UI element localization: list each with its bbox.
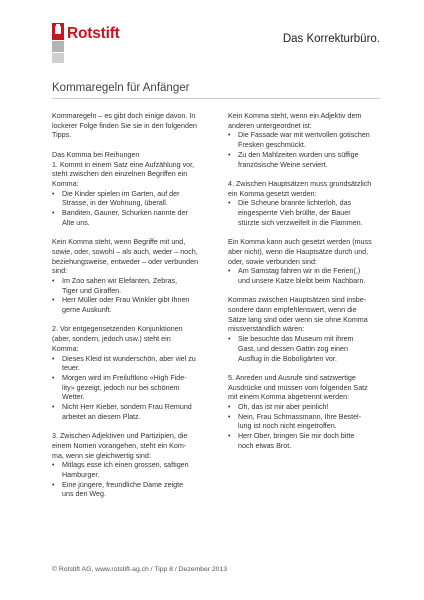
logo-text: Rotstift xyxy=(67,25,120,42)
bullet-list xyxy=(228,335,384,364)
bullet-item: • Eine jüngere, freundliche Dame zeigte xyxy=(52,481,208,491)
bullet-item: • Oh, das ist mir aber peinlich! xyxy=(228,403,384,413)
section-reihungen xyxy=(52,151,208,190)
section-empfehlenswert xyxy=(228,296,384,335)
bullet-item-cont: Ausflug in die Bobolìgärten vor. xyxy=(238,354,337,363)
text-line: Kommaregeln – es gibt doch einige davon. In xyxy=(52,112,196,120)
text-line: sind: xyxy=(52,267,68,276)
bullet-item-cont: Fresken geschmückt. xyxy=(238,141,306,150)
bullet-item-cont: eingesperrte Vieh brüllte, der Bauer xyxy=(238,209,351,218)
section-heading: Das Komma bei Reihungen xyxy=(52,150,140,159)
bullet-item: • Sie besuchte das Museum mit ihrem xyxy=(228,335,384,345)
section-hauptsaetze xyxy=(228,180,384,199)
bullet-list xyxy=(228,199,384,228)
rotstift-logo xyxy=(52,23,124,63)
bullet-item-cont: Tiger und Giraffen. xyxy=(62,286,122,295)
text-line: 2. Vor entgegensetzenden Konjunktionen xyxy=(52,325,183,334)
bullet-item: • Banditen, Gauner, Schurken nannte der xyxy=(52,209,208,219)
bullet-list xyxy=(228,267,384,286)
bullet-list xyxy=(228,403,384,452)
text-line: steht zwischen den einzelnen Begriffen ein xyxy=(52,170,188,179)
text-line: (aber, sondern, jedoch usw.) steht ein xyxy=(52,335,171,344)
bullet-item-cont: stürzte sich verzweifelt in die Flammen. xyxy=(238,218,363,227)
bullet-item-cont: und unsere Katze bleibt beim Nachbarn. xyxy=(238,276,366,285)
page-footer: © Rotstift AG, www.rotstift-ag.ch / Tipp 8 / Dezember 2013 xyxy=(52,566,227,573)
bullet-item-cont: arbeitet an diesem Platz. xyxy=(62,412,141,421)
text-line: ein Komma gesetzt werden: xyxy=(228,189,317,198)
section-adjektive xyxy=(52,432,208,461)
bullet-item-cont: teuer. xyxy=(62,364,80,373)
bullet-item-cont: Strasse, in der Wohnung, überall. xyxy=(62,199,168,208)
text-line: Ausdrücke und müssen vom folgenden Satz xyxy=(228,383,368,392)
bullet-item: • Dieses Kleid ist wunderschön, aber viel zu xyxy=(52,355,208,365)
bullet-item: • Zu den Mahlzeiten wurden uns süffige xyxy=(228,151,384,161)
bullet-item-cont: Gast, und dessen Gattin zog einen xyxy=(238,344,348,353)
text-line: 5. Anreden und Ausrufe sind satzwertige xyxy=(228,373,356,382)
text-line: oder, sowie verbunden sind: xyxy=(228,257,317,266)
bullet-item-cont: Hamburger. xyxy=(62,470,100,479)
text-line: sondere dann empfehlenswert, wenn die xyxy=(228,306,357,315)
bullet-item: • Mitlags esse ich einen grossen, saftigen xyxy=(52,461,208,471)
bullet-item: • Die Kinder spielen im Garten, auf der xyxy=(52,190,208,200)
bullet-list xyxy=(52,277,208,316)
right-column xyxy=(228,112,384,461)
intro-paragraph xyxy=(52,112,208,141)
text-line: Kein Komma steht, wenn ein Adjektiv dem xyxy=(228,112,362,120)
text-line: 1. Kommt in einem Satz eine Aufzählung vor, xyxy=(52,160,195,169)
logo-mark-icon xyxy=(52,23,64,63)
bullet-item: • Morgen wird im Freiluftkino «High Fide- xyxy=(52,374,208,384)
bullet-list xyxy=(52,355,208,423)
bullet-item: • Die Fassade war mit wertvollen gotischen xyxy=(228,131,384,141)
title-divider xyxy=(52,98,380,99)
section-no-comma xyxy=(52,238,208,277)
bullet-item-cont: gerne Auskunft. xyxy=(62,306,112,315)
bullet-list xyxy=(228,131,384,170)
bullet-item-cont: uns den Weg. xyxy=(62,490,106,499)
bullet-item-cont: noch etwas Brot. xyxy=(238,441,292,450)
bullet-item-cont: Alte uns. xyxy=(62,218,90,227)
bullet-item-cont: Wetter. xyxy=(62,393,85,402)
text-line: sowie, oder, sowohl – als auch, weder – noch, xyxy=(52,247,198,256)
text-line: einem Nomen vorangehen, steht ein Kom- xyxy=(52,441,187,450)
section-optional-comma xyxy=(228,238,384,267)
bullet-list xyxy=(52,461,208,500)
bullet-item: • Am Samstag fahren wir in die Ferien(,) xyxy=(228,267,384,277)
text-line: Kein Komma steht, wenn Begriffe mit und, xyxy=(52,238,186,247)
bullet-item: • Nicht Herr Kieber, sondern Frau Remund xyxy=(52,403,208,413)
bullet-item: • Herr Ober, bringen Sie mir doch bitte xyxy=(228,432,384,442)
text-line: ma, wenn sie gleichwertig sind: xyxy=(52,451,151,460)
bullet-item-cont: lung ist noch nicht eingetroffen. xyxy=(238,422,337,431)
text-line: mit einem Komma abgetrennt werden: xyxy=(228,393,350,402)
page-title: Kommaregeln für Anfänger xyxy=(52,82,190,94)
bullet-item-cont: französische Weine serviert. xyxy=(238,160,328,169)
text-line: Komma: xyxy=(52,344,79,353)
text-line: 4. Zwischen Hauptsätzen muss grundsätzlich xyxy=(228,179,372,188)
text-line: anderen untergeordnet ist: xyxy=(228,121,312,130)
bullet-item: • Die Scheune brannte lichterloh, das xyxy=(228,199,384,209)
section-konjunktionen xyxy=(52,325,208,354)
text-line: beziehungsweise, entweder – oder verbunden xyxy=(52,257,199,266)
text-line: Komma: xyxy=(52,179,79,188)
text-line: Ein Komma kann auch gesetzt werden (muss xyxy=(228,238,372,247)
section-untergeordnet xyxy=(228,112,384,131)
bullet-item-cont: lity» gezeigt, jedoch nur bei schönem xyxy=(62,383,180,392)
bullet-item: • Nein, Frau Schmassmann, Ihre Bestel- xyxy=(228,413,384,423)
text-line: Kommas zwischen Hauptsätzen sind insbe- xyxy=(228,296,367,305)
tagline: Das Korrekturbüro. xyxy=(282,33,380,45)
text-line: Tipps. xyxy=(52,131,72,140)
text-line: Sätze lang sind oder wenn sie ohne Komma xyxy=(228,315,368,324)
bullet-list xyxy=(52,190,208,229)
text-line: missverständlich wären: xyxy=(228,325,305,334)
section-anreden xyxy=(228,374,384,403)
left-column xyxy=(52,112,208,510)
text-line: lockerer Folge finden Sie sie in den folgenden xyxy=(52,121,197,130)
text-line: aber nicht), wenn die Hauptsätze durch und, xyxy=(228,247,369,256)
bullet-item: • Im Zoo sahen wir Elefanten, Zebras, xyxy=(52,277,208,287)
text-line: 3. Zwischen Adjektiven und Partizipien, die xyxy=(52,432,188,441)
bullet-item: • Herr Müller oder Frau Winkler gibt Ihnen xyxy=(52,296,208,306)
